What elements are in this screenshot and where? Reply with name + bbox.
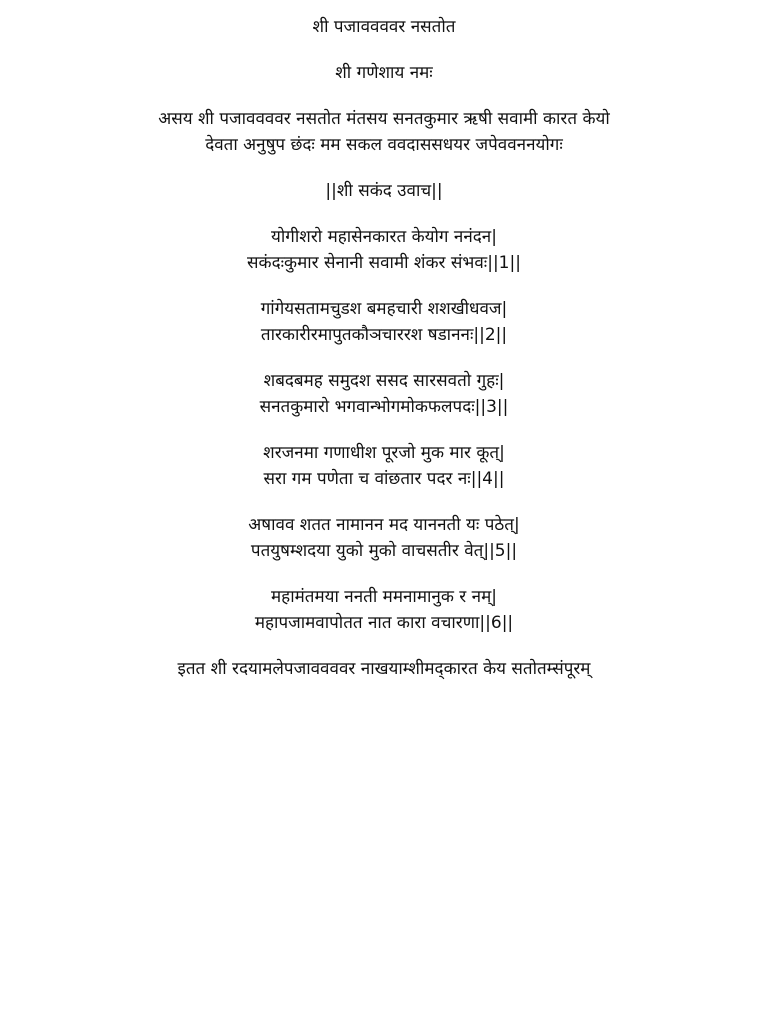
intro-line: देवता अनुषुप छंदः मम सकल ववदाससधयर जपेववननयोगः xyxy=(205,135,563,155)
verse-line: सरा गम पणेता च वांछतार पदर नः||4|| xyxy=(263,469,505,489)
verse-line: शबदबमह समुदश ससद सारसवतो गुहः| xyxy=(263,371,505,391)
verse-1 xyxy=(40,224,728,276)
closing-line: इतत शी रदयामलेपजाववववर नाखयाम्शीमद्कारत केय सतोतम्संपूरम् xyxy=(177,659,591,679)
document-title: शी पजाववववर नसतोत xyxy=(312,17,456,37)
verse-line: गांगेयसतामचुडश बमहचारी शशखीधवज| xyxy=(260,299,508,319)
verse-5 xyxy=(40,512,728,564)
verse-line: पतयुषम्शदया युको मुको वाचसतीर वेत्||5|| xyxy=(250,541,518,561)
speaker-heading: ||शी सकंद उवाच|| xyxy=(325,181,443,201)
invocation-line: शी गणेशाय नमः xyxy=(335,63,433,83)
verse-line: योगीशरो महासेनकारत केयोग ननंदन| xyxy=(271,227,497,247)
verse-6 xyxy=(40,584,728,636)
verse-line: तारकारीरमापुतकौञचाररश षडाननः||2|| xyxy=(260,325,508,345)
verse-line: अषावव शतत नामानन मद याननती यः पठेत्| xyxy=(248,515,520,535)
intro-paragraph xyxy=(40,106,728,158)
verse-line: सनतकुमारो भगवान्भोगमोकफलपदः||3|| xyxy=(259,397,509,417)
verse-line: महामंतमया ननती ममनामानुक र नम्| xyxy=(271,587,497,607)
intro-line: असय शी पजाववववर नसतोत मंतसय सनतकुमार ऋषी सवामी कारत केयो xyxy=(158,109,610,129)
verse-3 xyxy=(40,368,728,420)
verse-2 xyxy=(40,296,728,348)
verse-line: महापजामवापोतत नात कारा वचारणा||6|| xyxy=(254,613,514,633)
verse-line: शरजनमा गणाधीश पूरजो मुक मार कूत्| xyxy=(263,443,505,463)
verse-4 xyxy=(40,440,728,492)
verse-line: सकंदःकुमार सेनानी सवामी शंकर संभवः||1|| xyxy=(247,253,521,273)
